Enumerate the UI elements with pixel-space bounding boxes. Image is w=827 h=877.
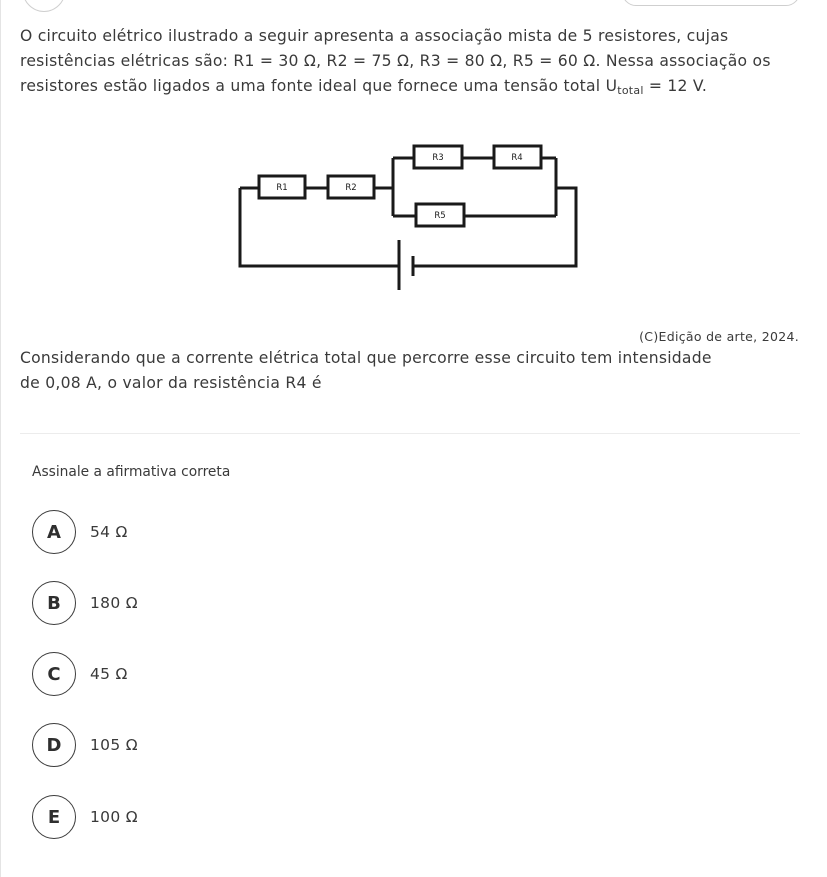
- question-line-1: Considerando que a corrente elétrica total que percorre esse circuito tem intensidade: [20, 349, 712, 367]
- option-b[interactable]: [32, 579, 138, 627]
- label-r3: R3: [432, 153, 444, 163]
- stem-line-3: [20, 74, 810, 99]
- label-r4: R4: [511, 153, 523, 163]
- option-d-text: 105 Ω: [90, 736, 138, 754]
- option-c-letter[interactable]: C: [32, 652, 76, 696]
- label-r5: R5: [434, 211, 446, 221]
- option-b-text: 180 Ω: [90, 594, 138, 612]
- label-r1: R1: [276, 183, 288, 193]
- label-r2: R2: [345, 183, 357, 193]
- stem-subscript-total: total: [617, 84, 644, 97]
- option-b-letter[interactable]: B: [32, 581, 76, 625]
- image-credit: (C)Edição de arte, 2024.: [639, 329, 799, 344]
- option-c[interactable]: [32, 650, 128, 698]
- left-border: [0, 0, 1, 877]
- battery-source: [399, 240, 413, 290]
- option-a-text: 54 Ω: [90, 523, 128, 541]
- question-line-2: de 0,08 A, o valor da resistência R4 é: [20, 374, 322, 392]
- top-action-pill[interactable]: [622, 0, 800, 6]
- previous-control[interactable]: [22, 0, 66, 12]
- option-e-letter[interactable]: E: [32, 795, 76, 839]
- stem-line-2: resistências elétricas são: R1 = 30 Ω, R2 = 75 Ω, R3 = 80 Ω, R5 = 60 Ω. Nessa associação os: [20, 52, 771, 70]
- answer-instruction: Assinale a afirmativa correta: [32, 464, 231, 480]
- option-c-text: 45 Ω: [90, 665, 128, 683]
- circuit-diagram: [232, 138, 584, 294]
- divider: [20, 433, 800, 434]
- stem-line-1: O circuito elétrico ilustrado a seguir apresenta a associação mista de 5 resistores, cujas: [20, 27, 729, 45]
- option-e[interactable]: [32, 793, 138, 841]
- option-a[interactable]: [32, 508, 128, 556]
- option-d[interactable]: [32, 721, 138, 769]
- question-stem: [20, 24, 810, 99]
- option-a-letter[interactable]: A: [32, 510, 76, 554]
- option-d-letter[interactable]: D: [32, 723, 76, 767]
- stem-line-3-suffix: = 12 V.: [643, 77, 708, 95]
- question-prompt: [20, 346, 810, 396]
- wire-left: [240, 188, 398, 266]
- option-e-text: 100 Ω: [90, 808, 138, 826]
- stem-line-3-prefix: resistores estão ligados a uma fonte ideal que fornece uma tensão total U: [20, 77, 618, 95]
